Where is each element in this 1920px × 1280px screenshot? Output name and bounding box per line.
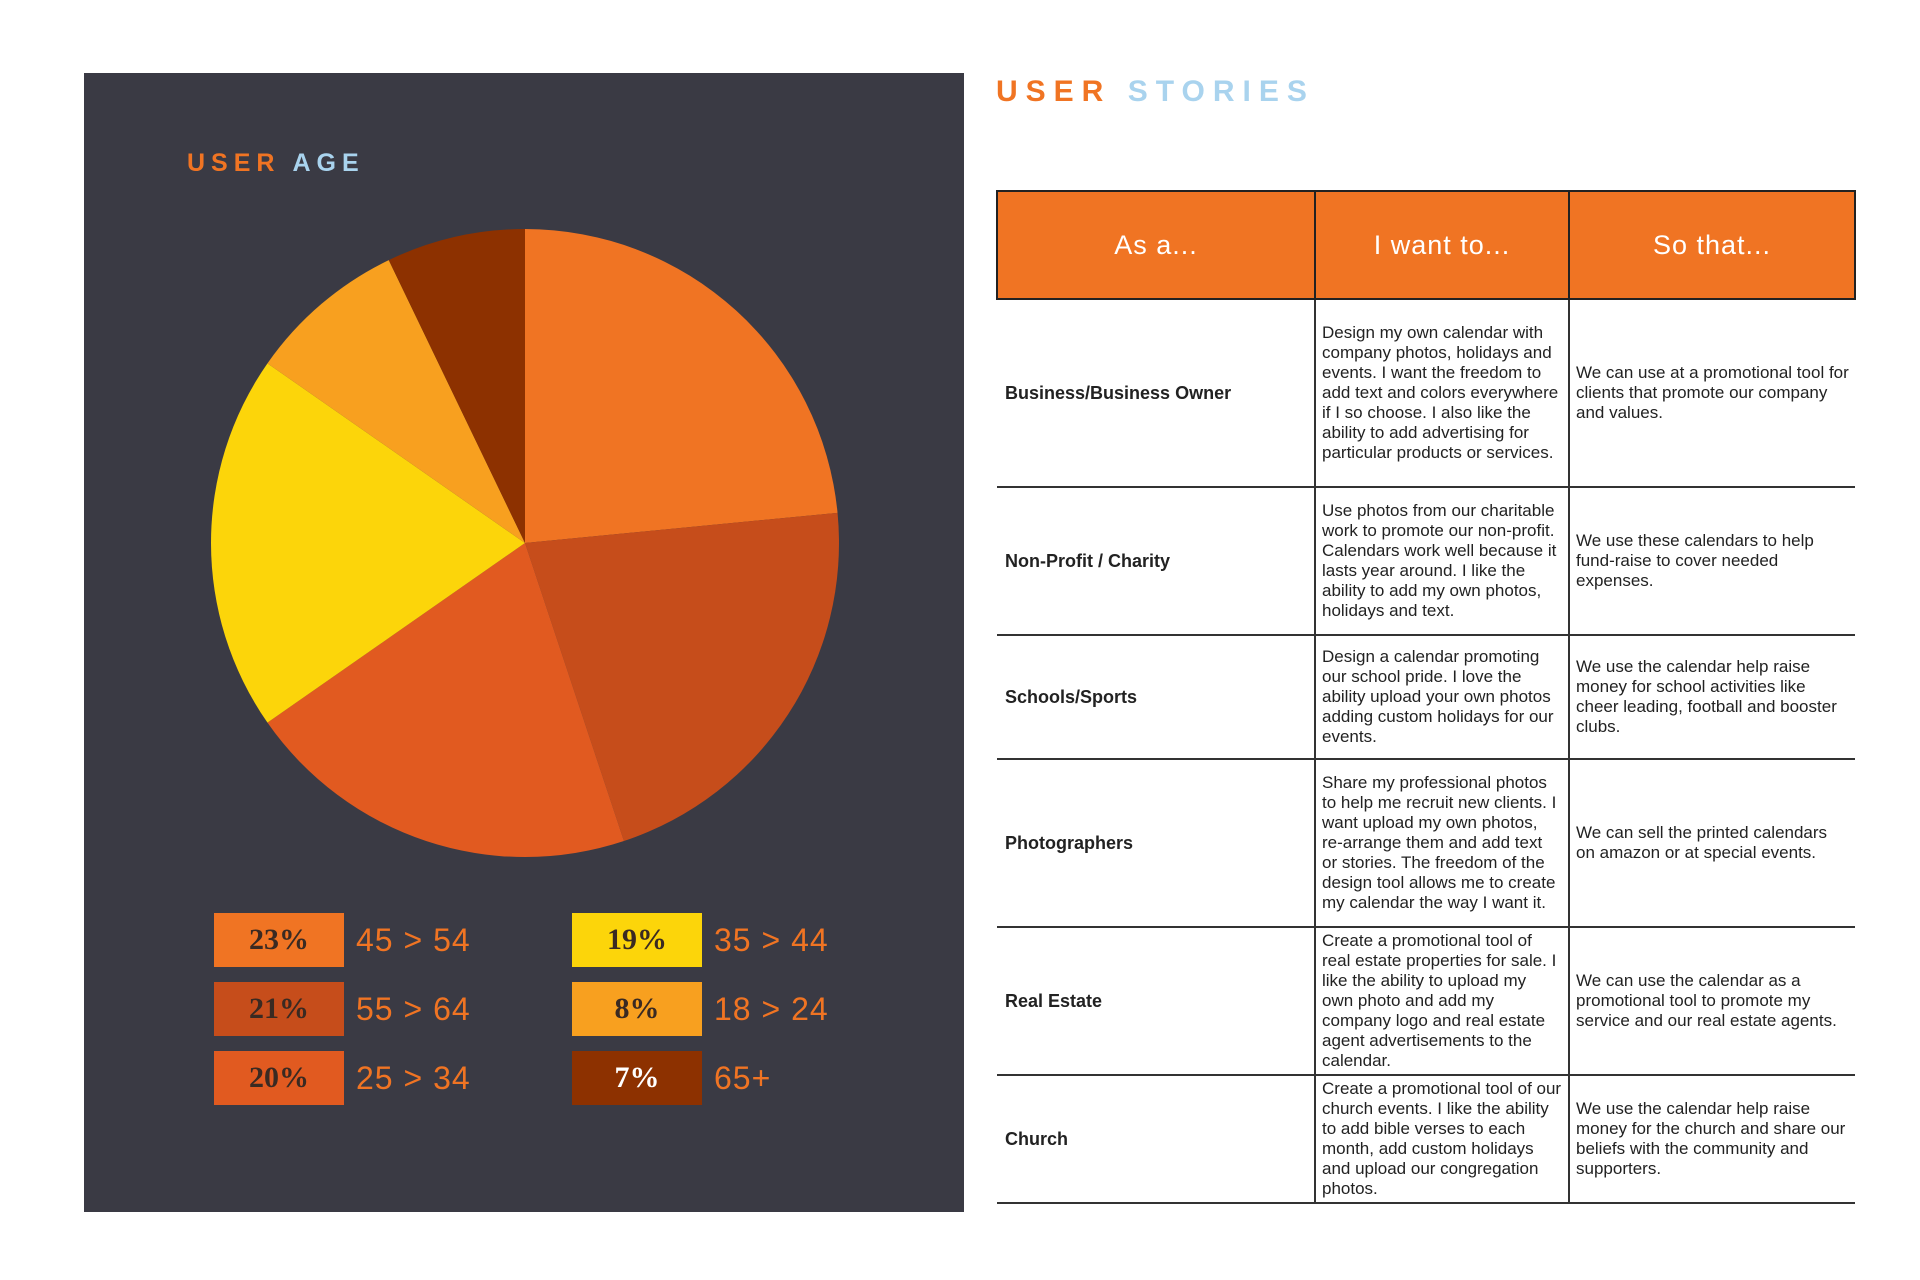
user-age-panel: [84, 73, 964, 1212]
so-that-cell: We use the calendar help raise money for school activities like cheer leading, football and booster clubs.: [1569, 635, 1855, 759]
legend-percent: 23%: [214, 913, 344, 967]
user-age-title-part2: AGE: [292, 149, 365, 177]
role-cell: Non-Profit / Charity: [997, 487, 1315, 635]
so-that-cell: We can use the calendar as a promotional tool to promote my service and our real estate agents.: [1569, 927, 1855, 1075]
role-cell: Real Estate: [997, 927, 1315, 1075]
want-cell: Design my own calendar with company photos, holidays and events. I want the freedom to add text and colors everywhere if I so choose. I also like the ability to add advertising for particular products or services.: [1315, 299, 1569, 487]
so-that-cell: We use these calendars to help fund-raise to cover needed expenses.: [1569, 487, 1855, 635]
legend-age-range: 55 > 64: [356, 990, 471, 1027]
so-that-cell: We can sell the printed calendars on amazon or at special events.: [1569, 759, 1855, 927]
user-age-pie-chart: [84, 73, 964, 1212]
role-cell: Schools/Sports: [997, 635, 1315, 759]
legend-percent: 7%: [572, 1051, 702, 1105]
table-row: [997, 927, 1855, 1075]
want-cell: Create a promotional tool of our church events. I like the ability to add bible verses to each month, add custom holidays and upload our congregation photos.: [1315, 1075, 1569, 1203]
header-so-that: So that...: [1569, 191, 1855, 299]
want-cell: Design a calendar promoting our school pride. I love the ability upload your own photos adding custom holidays for our events.: [1315, 635, 1569, 759]
table-row: [997, 635, 1855, 759]
user-stories-table: [996, 190, 1856, 1204]
legend-age-range: 45 > 54: [356, 921, 471, 958]
want-cell: Create a promotional tool of real estate properties for sale. I like the ability to upload my own photo and add my company logo and real estate agent advertisements to the calendar.: [1315, 927, 1569, 1075]
legend-age-range: 35 > 44: [714, 921, 829, 958]
legend-percent: 21%: [214, 982, 344, 1036]
so-that-cell: We use the calendar help raise money for the church and share our beliefs with the community and supporters.: [1569, 1075, 1855, 1203]
legend-percent: 8%: [572, 982, 702, 1036]
legend-age-range: 18 > 24: [714, 990, 829, 1027]
role-cell: Church: [997, 1075, 1315, 1203]
table-row: [997, 299, 1855, 487]
table-header-row: [997, 191, 1855, 299]
want-cell: Use photos from our charitable work to promote our non-profit. Calendars work well because it lasts year around. I like the ability to add my own photos, holidays and text.: [1315, 487, 1569, 635]
header-i-want-to: I want to...: [1315, 191, 1569, 299]
pie-slice-45-54: [525, 229, 838, 543]
want-cell: Share my professional photos to help me recruit new clients. I want upload my own photos, re-arrange them and add text or stories. The freedom of the design tool allows me to create my calendar the way I want it.: [1315, 759, 1569, 927]
user-stories-title-part1: USER: [996, 75, 1112, 108]
role-cell: Photographers: [997, 759, 1315, 927]
legend-percent: 19%: [572, 913, 702, 967]
so-that-cell: We can use at a promotional tool for clients that promote our company and values.: [1569, 299, 1855, 487]
table-row: [997, 487, 1855, 635]
legend-age-range: 65+: [714, 1059, 772, 1096]
user-age-title-part1: USER: [187, 149, 281, 177]
user-stories-title-part2: STORIES: [1127, 75, 1315, 108]
header-as-a: As a...: [997, 191, 1315, 299]
legend-age-range: 25 > 34: [356, 1059, 471, 1096]
table-row: [997, 759, 1855, 927]
legend-percent: 20%: [214, 1051, 344, 1105]
table-row: [997, 1075, 1855, 1203]
role-cell: Business/Business Owner: [997, 299, 1315, 487]
user-stories-title: [996, 75, 1315, 109]
